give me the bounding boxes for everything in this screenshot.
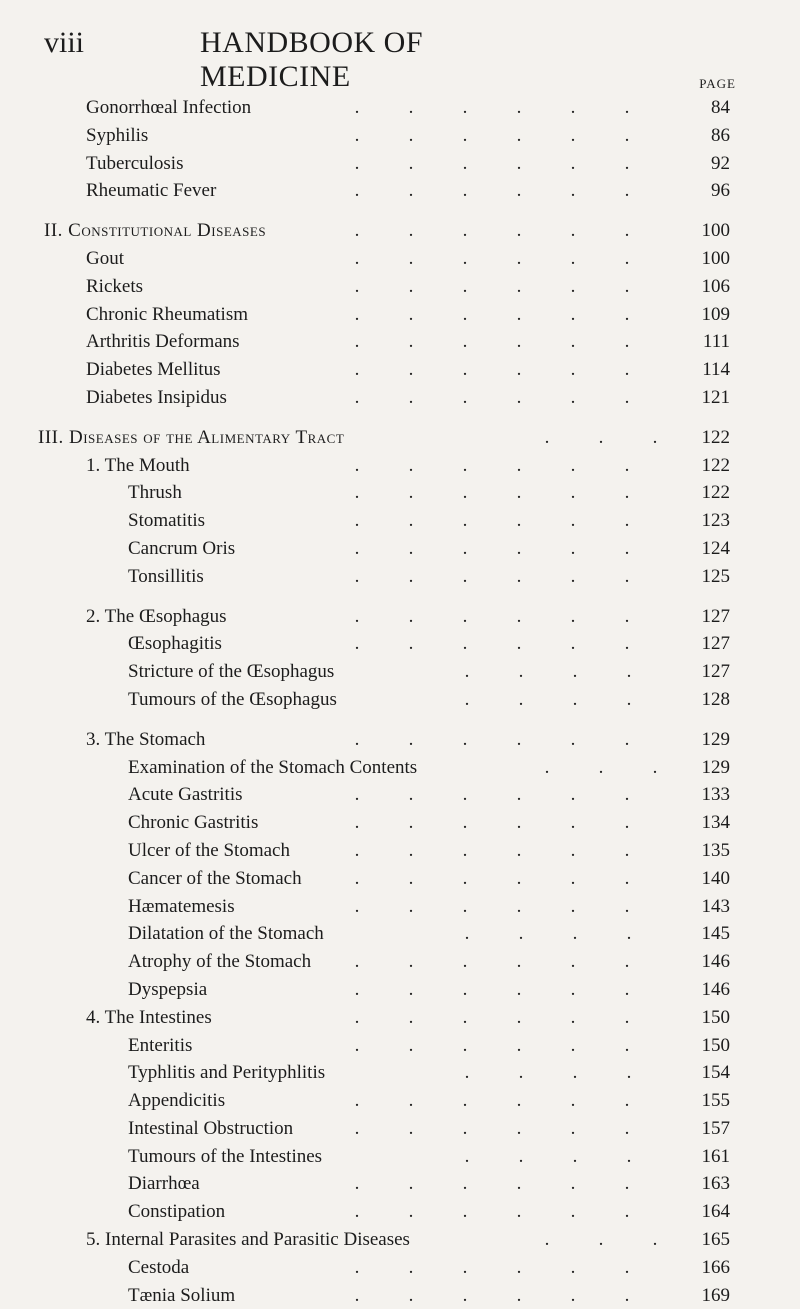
entry-label: Acute Gastritis xyxy=(128,784,243,806)
list-item xyxy=(0,1143,800,1171)
list-item xyxy=(0,479,800,507)
leader-dots: . . . xyxy=(544,426,658,448)
entry-page: 169 xyxy=(701,1284,730,1306)
entry-page: 100 xyxy=(701,220,730,242)
entry-page: 164 xyxy=(701,1201,730,1223)
entry-label: Tuberculosis xyxy=(86,152,184,174)
list-item xyxy=(0,328,800,356)
leader-dots: . . . xyxy=(544,1229,658,1251)
leader-dots: . . . . xyxy=(464,923,632,945)
list-item xyxy=(0,1004,800,1032)
entry-label: Appendicitis xyxy=(128,1090,226,1112)
list-item xyxy=(0,726,800,754)
entry-label: Tonsillitis xyxy=(128,565,204,587)
entry-page: 127 xyxy=(701,661,730,683)
leader-dots: . . . . xyxy=(464,661,632,683)
leader-dots: . . . . . . xyxy=(354,124,630,146)
entry-page: 146 xyxy=(701,978,730,1000)
running-header xyxy=(44,26,564,93)
entry-page: 100 xyxy=(701,247,730,269)
page-column-label: PAGE xyxy=(699,76,736,91)
entry-label: Diarrhœa xyxy=(128,1173,200,1195)
page-title: HANDBOOK OF MEDICINE xyxy=(200,26,424,93)
entry-page: 92 xyxy=(711,152,730,174)
entry-label: Dilatation of the Stomach xyxy=(128,923,324,945)
list-item xyxy=(0,1170,800,1198)
entry-label: 5. Internal Parasites and Parasitic Diseases xyxy=(86,1229,410,1251)
list-item xyxy=(0,150,800,178)
entry-page: 155 xyxy=(701,1090,730,1112)
list-item xyxy=(0,177,800,205)
list-item xyxy=(0,1059,800,1087)
entry-page: 133 xyxy=(701,784,730,806)
entry-label: III. Diseases of the Alimentary Tract xyxy=(38,426,345,448)
leader-dots: . . . . . . xyxy=(354,220,630,242)
contents-list xyxy=(0,94,800,1309)
list-item xyxy=(0,1198,800,1226)
list-item xyxy=(0,122,800,150)
entry-label: Stricture of the Œsophagus xyxy=(128,661,335,683)
entry-page: 143 xyxy=(701,895,730,917)
entry-page: 123 xyxy=(701,510,730,532)
list-item xyxy=(0,1254,800,1282)
list-item xyxy=(0,1226,800,1254)
leader-dots: . . . . . . xyxy=(354,1256,630,1278)
entry-label: Chronic Rheumatism xyxy=(86,303,249,325)
list-item xyxy=(0,658,800,686)
list-item xyxy=(0,384,800,412)
entry-page: 165 xyxy=(701,1229,730,1251)
entry-label: Stomatitis xyxy=(128,510,206,532)
list-item xyxy=(0,1032,800,1060)
entry-label: Gonorrhœal Infection xyxy=(86,97,252,118)
entry-label: Rickets xyxy=(86,275,143,297)
leader-dots: . . . . . . xyxy=(354,1173,630,1195)
list-item xyxy=(0,94,800,122)
entry-label: Syphilis xyxy=(86,124,149,146)
leader-dots: . . . . . . xyxy=(354,978,630,1000)
entry-page: 124 xyxy=(701,537,730,559)
list-item xyxy=(0,535,800,563)
entry-page: 125 xyxy=(701,565,730,587)
leader-dots: . . . . . . xyxy=(354,633,630,655)
list-item xyxy=(0,452,800,480)
leader-dots: . . . . . . xyxy=(354,1006,630,1028)
entry-page: 106 xyxy=(701,275,730,297)
leader-dots: . . . . xyxy=(464,1062,632,1084)
leader-dots: . . . . . . xyxy=(354,1201,630,1223)
entry-label: Cancer of the Stomach xyxy=(128,867,302,889)
list-item xyxy=(0,630,800,658)
entry-page: 154 xyxy=(701,1062,730,1084)
section-heading xyxy=(0,424,800,452)
leader-dots: . . . . . . xyxy=(354,1284,630,1306)
list-item xyxy=(0,563,800,591)
leader-dots: . . . . . . xyxy=(354,152,630,174)
page-number: viii xyxy=(44,26,85,59)
entry-page: 161 xyxy=(701,1145,730,1167)
entry-label: Hæmatemesis xyxy=(128,895,235,917)
entry-label: Enteritis xyxy=(128,1034,193,1056)
entry-label: Atrophy of the Stomach xyxy=(128,951,312,973)
entry-label: Intestinal Obstruction xyxy=(128,1117,294,1139)
section-heading xyxy=(0,217,800,245)
list-item xyxy=(0,754,800,782)
leader-dots: . . . . . . xyxy=(354,565,630,587)
entry-label: Gout xyxy=(86,247,124,269)
entry-page: 86 xyxy=(711,124,730,146)
leader-dots: . . . . . . xyxy=(354,180,630,202)
entry-label: Arthritis Deformans xyxy=(86,331,240,353)
entry-page: 150 xyxy=(701,1034,730,1056)
list-item xyxy=(0,273,800,301)
entry-label: Œsophagitis xyxy=(128,633,222,655)
list-item xyxy=(0,356,800,384)
leader-dots: . . . . . . xyxy=(354,867,630,889)
entry-page: 122 xyxy=(701,482,730,504)
entry-label: 3. The Stomach xyxy=(86,728,206,750)
entry-page: 127 xyxy=(701,633,730,655)
leader-dots: . . . . . . xyxy=(354,482,630,504)
leader-dots: . . . . . . xyxy=(354,454,630,476)
entry-page: 114 xyxy=(702,359,730,381)
leader-dots: . . . . . . xyxy=(354,1117,630,1139)
list-item xyxy=(0,1115,800,1143)
entry-label: Ulcer of the Stomach xyxy=(128,839,290,861)
entry-label: Cancrum Oris xyxy=(128,537,236,559)
list-item xyxy=(0,686,800,714)
entry-page: 135 xyxy=(701,839,730,861)
entry-label: Chronic Gastritis xyxy=(128,812,259,834)
entry-label: 1. The Mouth xyxy=(86,454,190,476)
entry-label: Dyspepsia xyxy=(128,978,208,1000)
entry-label: Thrush xyxy=(128,482,182,504)
entry-page: 157 xyxy=(701,1117,730,1139)
entry-page: 140 xyxy=(701,867,730,889)
list-item xyxy=(0,245,800,273)
entry-page: 166 xyxy=(701,1256,730,1278)
leader-dots: . . . . . . xyxy=(354,1034,630,1056)
entry-label: Tænia Solium xyxy=(128,1284,236,1306)
list-item xyxy=(0,920,800,948)
leader-dots: . . . . . . xyxy=(354,275,630,297)
entry-label: Tumours of the Intestines xyxy=(128,1145,323,1167)
entry-page: 150 xyxy=(701,1006,730,1028)
entry-page: 134 xyxy=(701,812,730,834)
leader-dots: . . . . . . xyxy=(354,331,630,353)
entry-label: Cestoda xyxy=(128,1256,190,1278)
leader-dots: . . . . . . xyxy=(354,784,630,806)
leader-dots: . . . . . . xyxy=(354,951,630,973)
entry-label: II. Constitutional Diseases xyxy=(44,220,267,242)
list-item xyxy=(0,507,800,535)
leader-dots: . . . . . . xyxy=(354,386,630,408)
entry-label: Diabetes Insipidus xyxy=(86,386,227,408)
list-item xyxy=(0,781,800,809)
entry-page: 145 xyxy=(701,923,730,945)
entry-page: 129 xyxy=(701,728,730,750)
entry-page: 127 xyxy=(701,605,730,627)
list-item xyxy=(0,1087,800,1115)
list-item xyxy=(0,948,800,976)
list-item xyxy=(0,976,800,1004)
leader-dots: . . . . . . xyxy=(354,839,630,861)
leader-dots: . . . . . . xyxy=(354,895,630,917)
list-item xyxy=(0,893,800,921)
leader-dots: . . . . . . xyxy=(354,605,630,627)
entry-label: Rheumatic Fever xyxy=(86,180,217,202)
leader-dots: . . . . . . xyxy=(354,1090,630,1112)
entry-label: 4. The Intestines xyxy=(86,1006,212,1028)
entry-page: 128 xyxy=(701,688,730,710)
entry-page: 109 xyxy=(701,303,730,325)
entry-page: 129 xyxy=(701,756,730,778)
leader-dots: . . . . . . xyxy=(354,812,630,834)
entry-label: Diabetes Mellitus xyxy=(86,359,221,381)
entry-page: 122 xyxy=(701,454,730,476)
entry-page: 111 xyxy=(702,331,730,353)
entry-page: 121 xyxy=(701,386,730,408)
entry-label: Typhlitis and Perityphlitis xyxy=(128,1062,326,1084)
entry-label: Examination of the Stomach Contents xyxy=(128,756,418,778)
list-item xyxy=(0,809,800,837)
leader-dots: . . . . xyxy=(464,1145,632,1167)
entry-label: Tumours of the Œsophagus xyxy=(128,688,337,710)
entry-page: 96 xyxy=(711,180,730,202)
list-item xyxy=(0,837,800,865)
leader-dots: . . . . xyxy=(464,688,632,710)
leader-dots: . . . . . . xyxy=(354,247,630,269)
leader-dots: . . . . . . xyxy=(354,728,630,750)
list-item xyxy=(0,1282,800,1309)
leader-dots: . . . . . . xyxy=(354,97,630,118)
leader-dots: . . . xyxy=(544,756,658,778)
leader-dots: . . . . . . xyxy=(354,359,630,381)
entry-page: 163 xyxy=(701,1173,730,1195)
leader-dots: . . . . . . xyxy=(354,510,630,532)
entry-page: 84 xyxy=(711,97,730,118)
entry-label: 2. The Œsophagus xyxy=(86,605,227,627)
list-item xyxy=(0,603,800,631)
entry-page: 146 xyxy=(701,951,730,973)
entry-page: 122 xyxy=(701,426,730,448)
leader-dots: . . . . . . xyxy=(354,537,630,559)
list-item xyxy=(0,865,800,893)
leader-dots: . . . . . . xyxy=(354,303,630,325)
entry-label: Constipation xyxy=(128,1201,226,1223)
list-item xyxy=(0,301,800,329)
